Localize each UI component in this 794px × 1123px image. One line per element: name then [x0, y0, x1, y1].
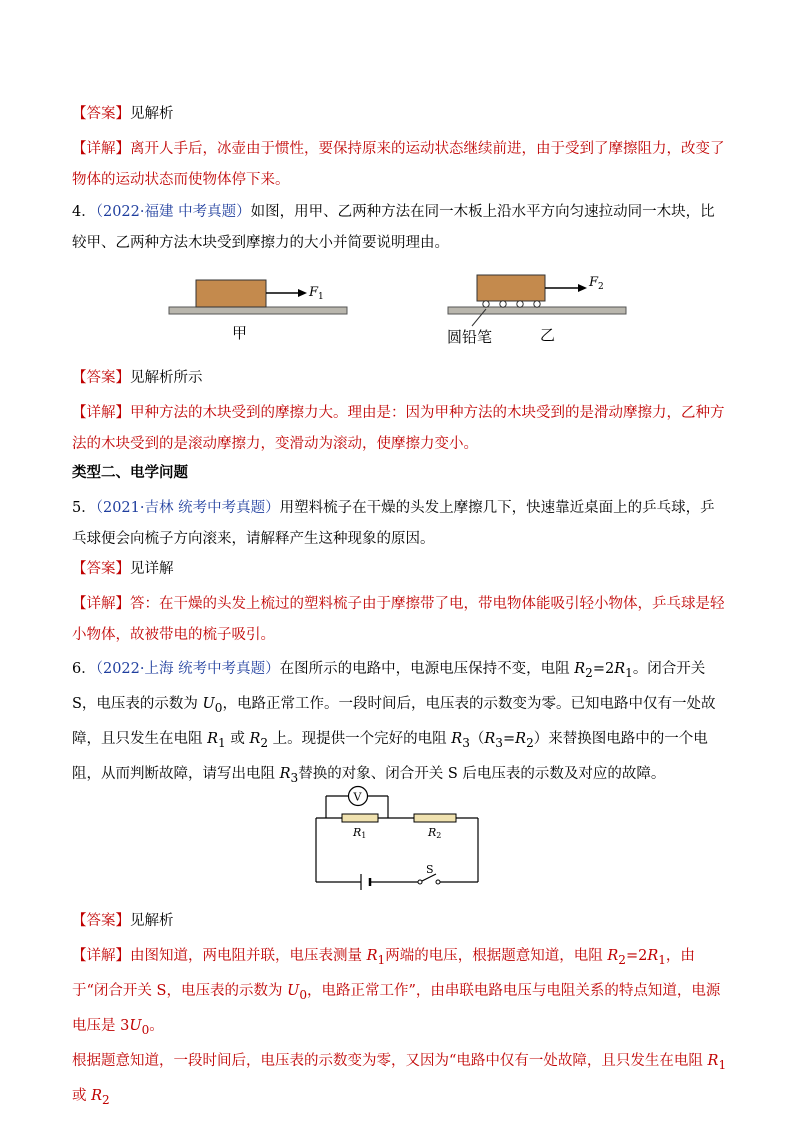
q3-answer [72, 104, 728, 125]
label-r1: R1 [353, 826, 367, 840]
symbol-r1: R [614, 661, 626, 677]
symbol-r1: R [366, 948, 378, 964]
subscript: 1 [377, 952, 386, 967]
stem-part: 替换的对象、闭合开关 S 后电压表的示数及对应的故障。 [298, 765, 666, 782]
subscript: 1 [218, 735, 226, 750]
label-f1: $F_1$ [309, 285, 324, 302]
answer-tag: 【答案】 [72, 106, 130, 122]
subscript: 2 [102, 1092, 110, 1107]
subscript: 2 [618, 952, 626, 967]
subscript: 0 [214, 700, 223, 715]
subscript: 2 [585, 665, 593, 680]
symbol-r1: R [707, 1052, 719, 1069]
detail-part: =2 [625, 948, 648, 964]
pencil-roller [483, 301, 489, 307]
q5-detail [72, 589, 728, 651]
stem-part: 或 [225, 730, 250, 747]
answer-text: 见解析 [130, 106, 174, 122]
subscript: 0 [141, 1022, 150, 1037]
q4-answer [72, 368, 728, 389]
answer-tag: 【答案】 [72, 370, 130, 386]
detail-part: 或 [72, 1087, 92, 1104]
symbol-r1: R [207, 730, 219, 747]
label-s: S [426, 863, 434, 876]
subscript: 3 [462, 735, 470, 750]
stem-part: 。闭合开关 S，电压表的示数为 [72, 661, 706, 712]
q4-figure [160, 262, 640, 352]
symbol-r3: R [451, 730, 463, 747]
q4-stem [72, 197, 728, 259]
question-number: 4． [72, 204, 96, 220]
symbol-r3: R [484, 730, 496, 747]
stem-part: = [502, 730, 516, 747]
subscript: 1 [625, 665, 633, 680]
pencil-roller [500, 301, 506, 307]
symbol-r2: R [574, 661, 586, 677]
q5-stem [72, 493, 728, 555]
stem-part: 上。现提供一个完好的电阻 [268, 730, 452, 747]
stem-part: ）来替换图电路中的一个电阻，从而判断故障，请写出电阻 [72, 730, 708, 782]
q5-answer [72, 559, 728, 580]
q6-stem [72, 654, 728, 794]
label-pencil: 圆铅笔 [447, 328, 493, 346]
symbol-r2: R [607, 948, 619, 964]
detail-part: 由图知道，两电阻并联，电压表测量 [130, 948, 367, 964]
resistor-r1 [342, 814, 378, 822]
detail-part: ，电路正常工作”，由串联电路电压与电阻关系的特点知道，电源电压是 3 [72, 982, 721, 1034]
symbol-u0: U [287, 982, 300, 999]
symbol-u0: U [129, 1017, 142, 1034]
question-number: 5． [72, 500, 96, 516]
stem-part: =2 [592, 661, 615, 677]
detail-part: 。 [149, 1017, 164, 1034]
question-number: 6． [72, 661, 96, 677]
circuit-diagram [308, 782, 488, 892]
symbol-u0: U [202, 695, 215, 712]
subscript: 1 [658, 952, 666, 967]
subscript: 0 [299, 987, 307, 1002]
answer-text: 见解析所示 [130, 370, 203, 386]
question-source: （2022·上海 统考中考真题） [95, 661, 280, 677]
symbol-r2: R [91, 1087, 103, 1104]
detail-part: 根据题意知道，一段时间后，电压表的示数变为零，又因为“电路中仅有一处故障，且只发生在电阻 [72, 1052, 708, 1069]
board-jia [169, 307, 347, 314]
switch-terminal [418, 880, 422, 884]
detail-text: 答：在干燥的头发上梳过的塑料梳子由于摩擦带了电，带电物体能吸引轻小物体，乒乓球是轻小物体，故被带电的梳子吸引。 [72, 596, 725, 643]
stem-part: （ [469, 730, 485, 747]
subscript: 3 [290, 770, 299, 785]
symbol-r1: R [647, 948, 659, 964]
answer-text: 见详解 [130, 561, 174, 577]
question-text: 如图，用甲、乙两种方法在同一木板上沿水平方向匀速拉动同一木块，比较甲、乙两种方法木块受到摩擦力的大小并简要说明理由。 [72, 204, 715, 251]
arrow-head-icon [578, 284, 587, 292]
section-title: 类型二、电学问题 [72, 464, 188, 481]
label-r2: R2 [428, 826, 442, 840]
block-yi [477, 275, 545, 301]
detail-tag: 【详解】 [72, 596, 130, 612]
board-yi [448, 307, 626, 314]
label-jia: 甲 [232, 324, 248, 342]
switch-terminal [436, 880, 440, 884]
symbol-r3: R [279, 765, 291, 782]
detail-tag: 【详解】 [72, 405, 130, 421]
voltmeter-label: V [353, 790, 362, 804]
question-text: 用塑料梳子在干燥的头发上摩擦几下，快速靠近桌面上的乒乓球，乒乓球便会向梳子方向滚来，请解释产生这种现象的原因。 [72, 500, 715, 547]
detail-text: 甲种方法的木块受到的摩擦力大。理由是：因为甲种方法的木块受到的是滑动摩擦力，乙种方法的木块受到的是滚动摩擦力，变滑动为滚动，使摩擦力变小。 [72, 405, 725, 452]
resistor-r2 [414, 814, 456, 822]
pencil-roller [517, 301, 523, 307]
answer-tag: 【答案】 [72, 913, 130, 929]
detail-tag: 【详解】 [72, 141, 130, 157]
subscript: 3 [495, 735, 503, 750]
stem-part: ，电路正常工作。一段时间后，电压表的示数变为零。已知电路中仅有一处故障，且只发生在电阻 [72, 695, 716, 747]
arrow-head-icon [298, 289, 307, 297]
answer-tag: 【答案】 [72, 561, 130, 577]
detail-tag: 【详解】 [72, 948, 130, 964]
answer-text: 见解析 [130, 913, 174, 929]
block-jia [196, 280, 266, 307]
q3-detail [72, 134, 728, 196]
q6-detail [72, 941, 728, 1115]
label-yi: 乙 [540, 326, 556, 344]
subscript: 2 [526, 735, 534, 750]
question-source: （2022·福建 中考真题） [95, 204, 251, 220]
stem-part: 在图所示的电路中，电源电压保持不变，电阻 [279, 661, 575, 677]
detail-part: ，由于“闭合开关 S，电压表的示数为 [72, 948, 695, 999]
symbol-r2: R [249, 730, 261, 747]
symbol-r2: R [515, 730, 527, 747]
q4-detail [72, 398, 728, 460]
label-f2: $F_2$ [589, 275, 604, 292]
q6-answer [72, 911, 728, 932]
subscript: 2 [260, 735, 269, 750]
detail-part: 两端的电压，根据题意知道，电阻 [385, 948, 608, 964]
detail-text: 离开人手后，冰壶由于惯性，要保持原来的运动状态继续前进，由于受到了摩擦阻力，改变了物体的运动状态而使物体停下来。 [72, 141, 725, 188]
pencil-roller [534, 301, 540, 307]
subscript: 1 [718, 1057, 727, 1072]
question-source: （2021·吉林 统考中考真题） [95, 500, 280, 516]
